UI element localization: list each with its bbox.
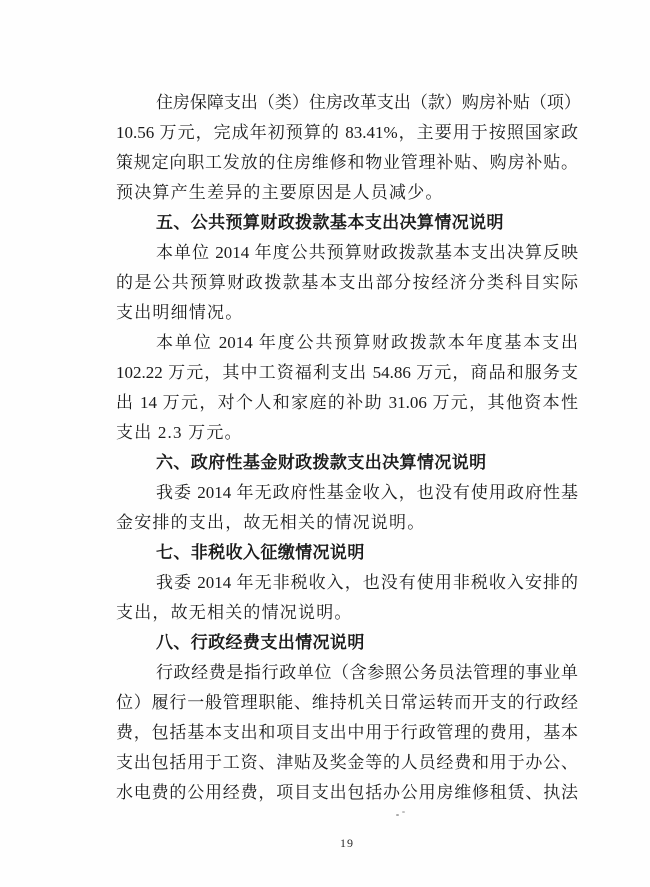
page-number: 19 [340,836,354,850]
text-line: 住房保障支出（类）住房改革支出（款）购房补贴（项） [155,93,581,112]
section-heading-6: 六、政府性基金财政拨款支出决算情况说明 [155,453,487,472]
text-line: 支出，故无相关的情况说明。 [116,603,353,622]
text-line: 位）履行一般管理职能、维持机关日常运转而开支的行政经 [116,693,578,712]
text-line: 本单位 2014 年度公共预算财政拨款基本支出决算反映 [155,243,578,262]
section-heading-5: 五、公共预算财政拨款基本支出决算情况说明 [155,213,504,232]
text-line: 支出明细情况。 [116,303,244,322]
text-line: 费，包括基本支出和项目支出中用于行政管理的费用，基本 [116,723,578,742]
text-line: 出 14 万元，对个人和家庭的补助 31.06 万元，其他资本性 [116,393,578,412]
text-line: 10.56 万元，完成年初预算的 83.41%，主要用于按照国家政 [116,123,578,142]
text-line: 102.22 万元，其中工资福利支出 54.86 万元，商品和服务支 [116,363,578,382]
text-line: 我委 2014 年无政府性基金收入，也没有使用政府性基 [155,483,578,502]
text-line: 水电费的公用经费，项目支出包括办公用房维修租赁、执法 [116,783,578,802]
text-line: 金安排的支出，故无相关的情况说明。 [116,513,426,532]
text-line: 策规定向职工发放的住房维修和物业管理补贴、购房补贴。 [116,153,578,172]
scan-artifact [396,814,399,816]
text-line: 的是公共预算财政拨款基本支出部分按经济分类科目实际 [116,273,578,292]
section-heading-8: 八、行政经费支出情况说明 [155,633,365,652]
text-line: 支出 2.3 万元。 [116,423,243,442]
text-line: 支出包括用于工资、津贴及奖金等的人员经费和用于办公、 [116,753,578,772]
text-line: 行政经费是指行政单位（含参照公务员法管理的事业单 [155,663,578,682]
document-content [116,88,581,808]
text-line: 本单位 2014 年度公共预算财政拨款本年度基本支出 [155,333,578,352]
text-line: 我委 2014 年无非税收入，也没有使用非税收入安排的 [155,573,578,592]
section-heading-7: 七、非税收入征缴情况说明 [155,543,365,562]
text-line: 预决算产生差异的主要原因是人员减少。 [116,183,444,202]
